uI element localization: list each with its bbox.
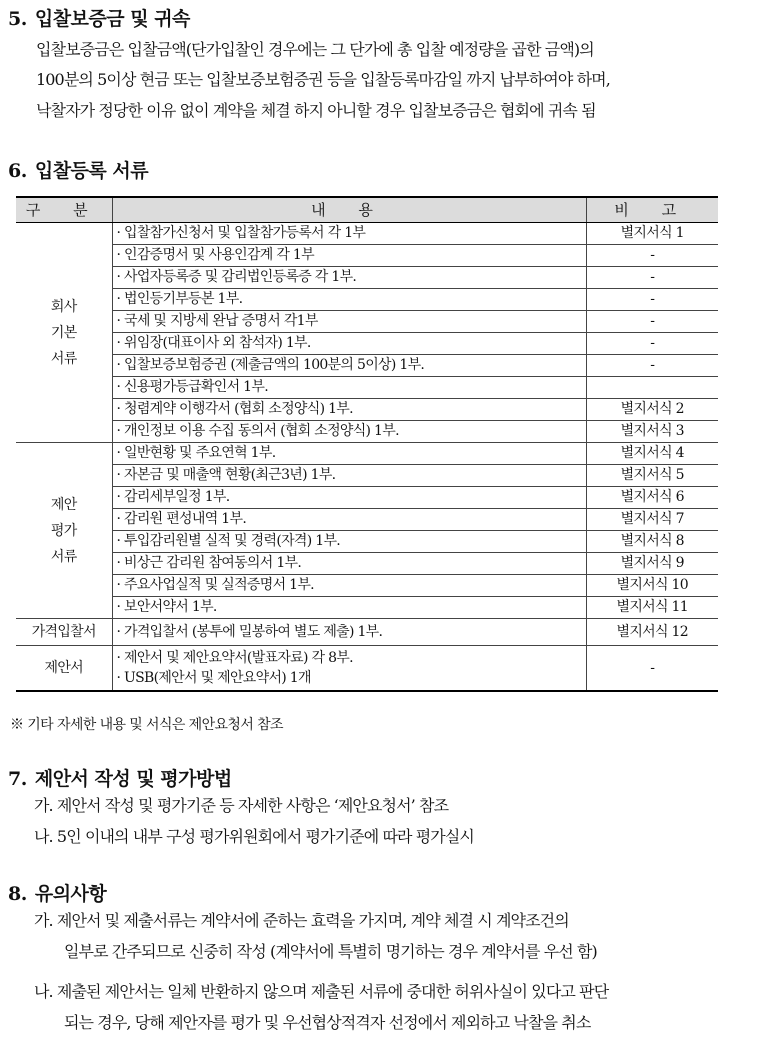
document-remark: 별지서식 11 — [586, 597, 718, 619]
document-remark: 별지서식 1 — [586, 223, 718, 245]
table-row — [16, 597, 718, 619]
document-item: · 일반현황 및 주요연혁 1부. — [112, 443, 586, 465]
document-remark: 별지서식 12 — [586, 619, 718, 646]
table-row — [16, 465, 718, 487]
document-item: · 제안서 및 제안요약서(발표자료) 각 8부. — [117, 648, 582, 668]
section-8-number: 8. — [8, 883, 27, 905]
section-6-number: 6. — [8, 160, 27, 182]
document-remark: 별지서식 9 — [586, 553, 718, 575]
table-row — [16, 289, 718, 311]
table-row — [16, 355, 718, 377]
table-row — [16, 509, 718, 531]
document-item: · 비상근 감리원 참여동의서 1부. — [112, 553, 586, 575]
table-row — [16, 223, 718, 245]
section-8-item-ga-line-2: 일부로 간주되므로 신중히 작성 (계약서에 특별히 명기하는 경우 계약서를 우선 함) — [64, 942, 597, 961]
section-8-item-na-line-2: 되는 경우, 당해 제안자를 평가 및 우선협상적격자 선정에서 제외하고 낙찰을 취소 — [64, 1013, 591, 1032]
document-remark: 별지서식 5 — [586, 465, 718, 487]
document-item: · 보안서약서 1부. — [112, 597, 586, 619]
section-5-heading — [8, 4, 190, 31]
document-remark: 별지서식 2 — [586, 399, 718, 421]
section-5-line-3: 낙찰자가 정당한 이유 없이 계약을 체결 하지 아니할 경우 입찰보증금은 협회에 귀속 됨 — [36, 101, 596, 120]
document-item: · 감리원 편성내역 1부. — [112, 509, 586, 531]
document-item: · 인감증명서 및 사용인감계 각 1부 — [112, 245, 586, 267]
section-5-line-2: 100분의 5이상 현금 또는 입찰보증보험증권 등을 입찰등록마감일 까지 납부하여야 하며, — [36, 70, 610, 89]
category-company-basic — [16, 223, 112, 443]
section-8-item-na-line-1: 나. 제출된 제안서는 일체 반환하지 않으며 제출된 서류에 중대한 허위사실이 있다고 판단 — [34, 982, 609, 1001]
document-item: · 법인등기부등본 1부. — [112, 289, 586, 311]
header-content: 내 용 — [112, 197, 586, 223]
document-item: · USB(제안서 및 제안요약서) 1개 — [117, 668, 582, 688]
table-row — [16, 311, 718, 333]
section-8-title: 유의사항 — [34, 883, 107, 905]
header-category: 구 분 — [16, 197, 112, 223]
document-item: · 개인정보 이용 수집 동의서 (협회 소정양식) 1부. — [112, 421, 586, 443]
document-item: · 국세 및 지방세 완납 증명서 각1부 — [112, 311, 586, 333]
table-row — [16, 619, 718, 646]
document-remark: 별지서식 8 — [586, 531, 718, 553]
table-row — [16, 553, 718, 575]
category-price-bid: 가격입찰서 — [16, 619, 112, 646]
table-row — [16, 377, 718, 399]
document-item: · 투입감리원별 실적 및 경력(자격) 1부. — [112, 531, 586, 553]
document-remark: 별지서식 7 — [586, 509, 718, 531]
document-item: · 주요사업실적 및 실적증명서 1부. — [112, 575, 586, 597]
document-remark: - — [586, 245, 718, 267]
document-item: · 입찰참가신청서 및 입찰참가등록서 각 1부 — [112, 223, 586, 245]
table-row — [16, 245, 718, 267]
table-row — [16, 421, 718, 443]
document-item: · 자본금 및 매출액 현황(최근3년) 1부. — [112, 465, 586, 487]
document-remark: 별지서식 4 — [586, 443, 718, 465]
document-remark — [586, 377, 718, 399]
document-remark: 별지서식 3 — [586, 421, 718, 443]
section-7-item-na: 나. 5인 이내의 내부 구성 평가위원회에서 평가기준에 따라 평가실시 — [34, 827, 474, 846]
section-7-item-ga: 가. 제안서 작성 및 평가기준 등 자세한 사항은 ‘제안요청서’ 참조 — [34, 796, 449, 815]
section-8-heading — [8, 879, 106, 906]
document-remark: - — [586, 311, 718, 333]
document-item: · 감리세부일정 1부. — [112, 487, 586, 509]
table-row — [16, 399, 718, 421]
document-remark: - — [586, 289, 718, 311]
table-row — [16, 267, 718, 289]
document-remark: - — [586, 267, 718, 289]
document-item: · 가격입찰서 (봉투에 밀봉하여 별도 제출) 1부. — [112, 619, 586, 646]
document-remark: - — [586, 355, 718, 377]
section-7-heading — [8, 764, 232, 791]
section-5-number: 5. — [8, 8, 27, 30]
section-7-title: 제안서 작성 및 평가방법 — [34, 768, 232, 790]
document-item: · 청렴계약 이행각서 (협회 소정양식) 1부. — [112, 399, 586, 421]
table-row — [16, 646, 718, 692]
document-item: · 사업자등록증 및 감리법인등록증 각 1부. — [112, 267, 586, 289]
table-header-row — [16, 197, 718, 223]
section-5-title: 입찰보증금 및 귀속 — [34, 8, 190, 30]
document-item-multi — [112, 646, 586, 692]
table-row — [16, 443, 718, 465]
category-label: 회사 기본 서류 — [50, 298, 77, 367]
document-item: · 신용평가등급확인서 1부. — [112, 377, 586, 399]
category-proposal-evaluation — [16, 443, 112, 619]
reference-note: ※ 기타 자세한 내용 및 서식은 제안요청서 참조 — [10, 717, 283, 733]
document-remark: 별지서식 6 — [586, 487, 718, 509]
submission-documents-table — [16, 196, 718, 692]
document-item: · 입찰보증보험증권 (제출금액의 100분의 5이상) 1부. — [112, 355, 586, 377]
table-row — [16, 531, 718, 553]
header-remark: 비 고 — [586, 197, 718, 223]
section-5-line-1: 입찰보증금은 입찰금액(단가입찰인 경우에는 그 단가에 총 입찰 예정량을 곱한 금액)의 — [36, 40, 594, 59]
section-7-number: 7. — [8, 768, 27, 790]
category-proposal: 제안서 — [16, 646, 112, 692]
document-item: · 위임장(대표이사 외 참석자) 1부. — [112, 333, 586, 355]
section-6-title: 입찰등록 서류 — [34, 160, 149, 182]
section-8-item-ga-line-1: 가. 제안서 및 제출서류는 계약서에 준하는 효력을 가지며, 계약 체결 시 계약조건의 — [34, 911, 569, 930]
table-row — [16, 575, 718, 597]
category-label: 제안 평가 서류 — [50, 496, 77, 565]
document-remark: - — [586, 333, 718, 355]
document-remark: 별지서식 10 — [586, 575, 718, 597]
table-row — [16, 487, 718, 509]
document-remark: - — [586, 646, 718, 692]
section-6-heading — [8, 156, 148, 183]
table-row — [16, 333, 718, 355]
